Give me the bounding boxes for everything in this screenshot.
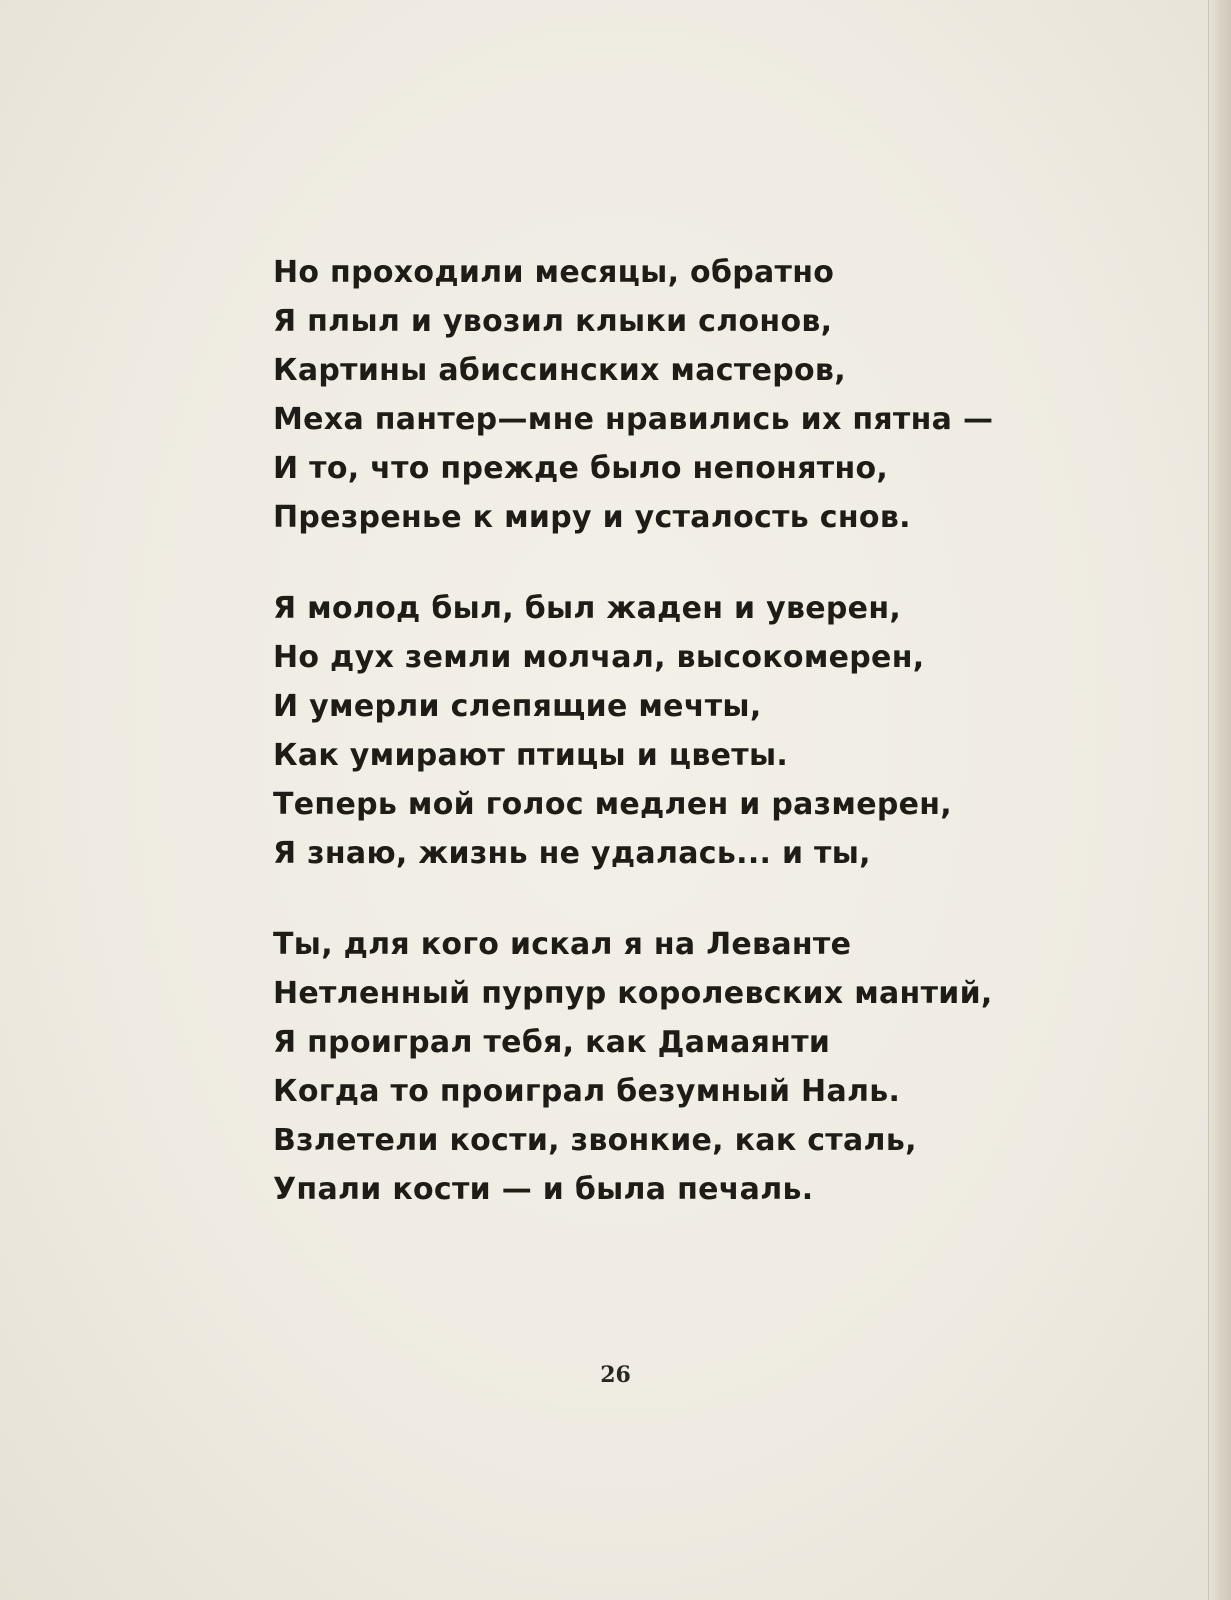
- poem-line: Я проиграл тебя, как Дамаянти: [273, 1025, 831, 1060]
- poem-line: Когда то проиграл безумный Наль.: [273, 1074, 901, 1109]
- poem-line: Меха пантер—мне нравились их пятна —: [273, 402, 994, 437]
- poem-line: Картины абиссинских мастеров,: [273, 353, 846, 388]
- poem-line: Ты, для кого искал я на Леванте: [273, 927, 852, 962]
- stanza-2: [273, 584, 1073, 878]
- poem-line: Нетленный пурпур королевских мантий,: [273, 976, 993, 1011]
- poem-line: Теперь мой голос медлен и размерен,: [273, 787, 952, 822]
- poem-line: Но дух земли молчал, высокомерен,: [273, 640, 925, 675]
- poem: [273, 248, 1073, 1256]
- poem-line: Я знаю, жизнь не удалась... и ты,: [273, 836, 871, 871]
- stanza-1: [273, 248, 1073, 542]
- poem-line: И то, что прежде было непонятно,: [273, 451, 889, 486]
- stanza-3: [273, 920, 1073, 1214]
- poem-line: Я молод был, был жаден и уверен,: [273, 591, 902, 626]
- poem-line: Я плыл и увозил клыки слонов,: [273, 304, 833, 339]
- poem-line: Упали кости — и была печаль.: [273, 1172, 814, 1207]
- page-number: 26: [600, 1362, 631, 1388]
- poem-line: И умерли слепящие мечты,: [273, 689, 762, 724]
- page-edge: [1208, 0, 1231, 1600]
- poem-line: Как умирают птицы и цветы.: [273, 738, 789, 773]
- poem-line: Взлетели кости, звонкие, как сталь,: [273, 1123, 917, 1158]
- poem-line: Но проходили месяцы, обратно: [273, 255, 835, 290]
- poem-line: Презренье к миру и усталость снов.: [273, 500, 911, 535]
